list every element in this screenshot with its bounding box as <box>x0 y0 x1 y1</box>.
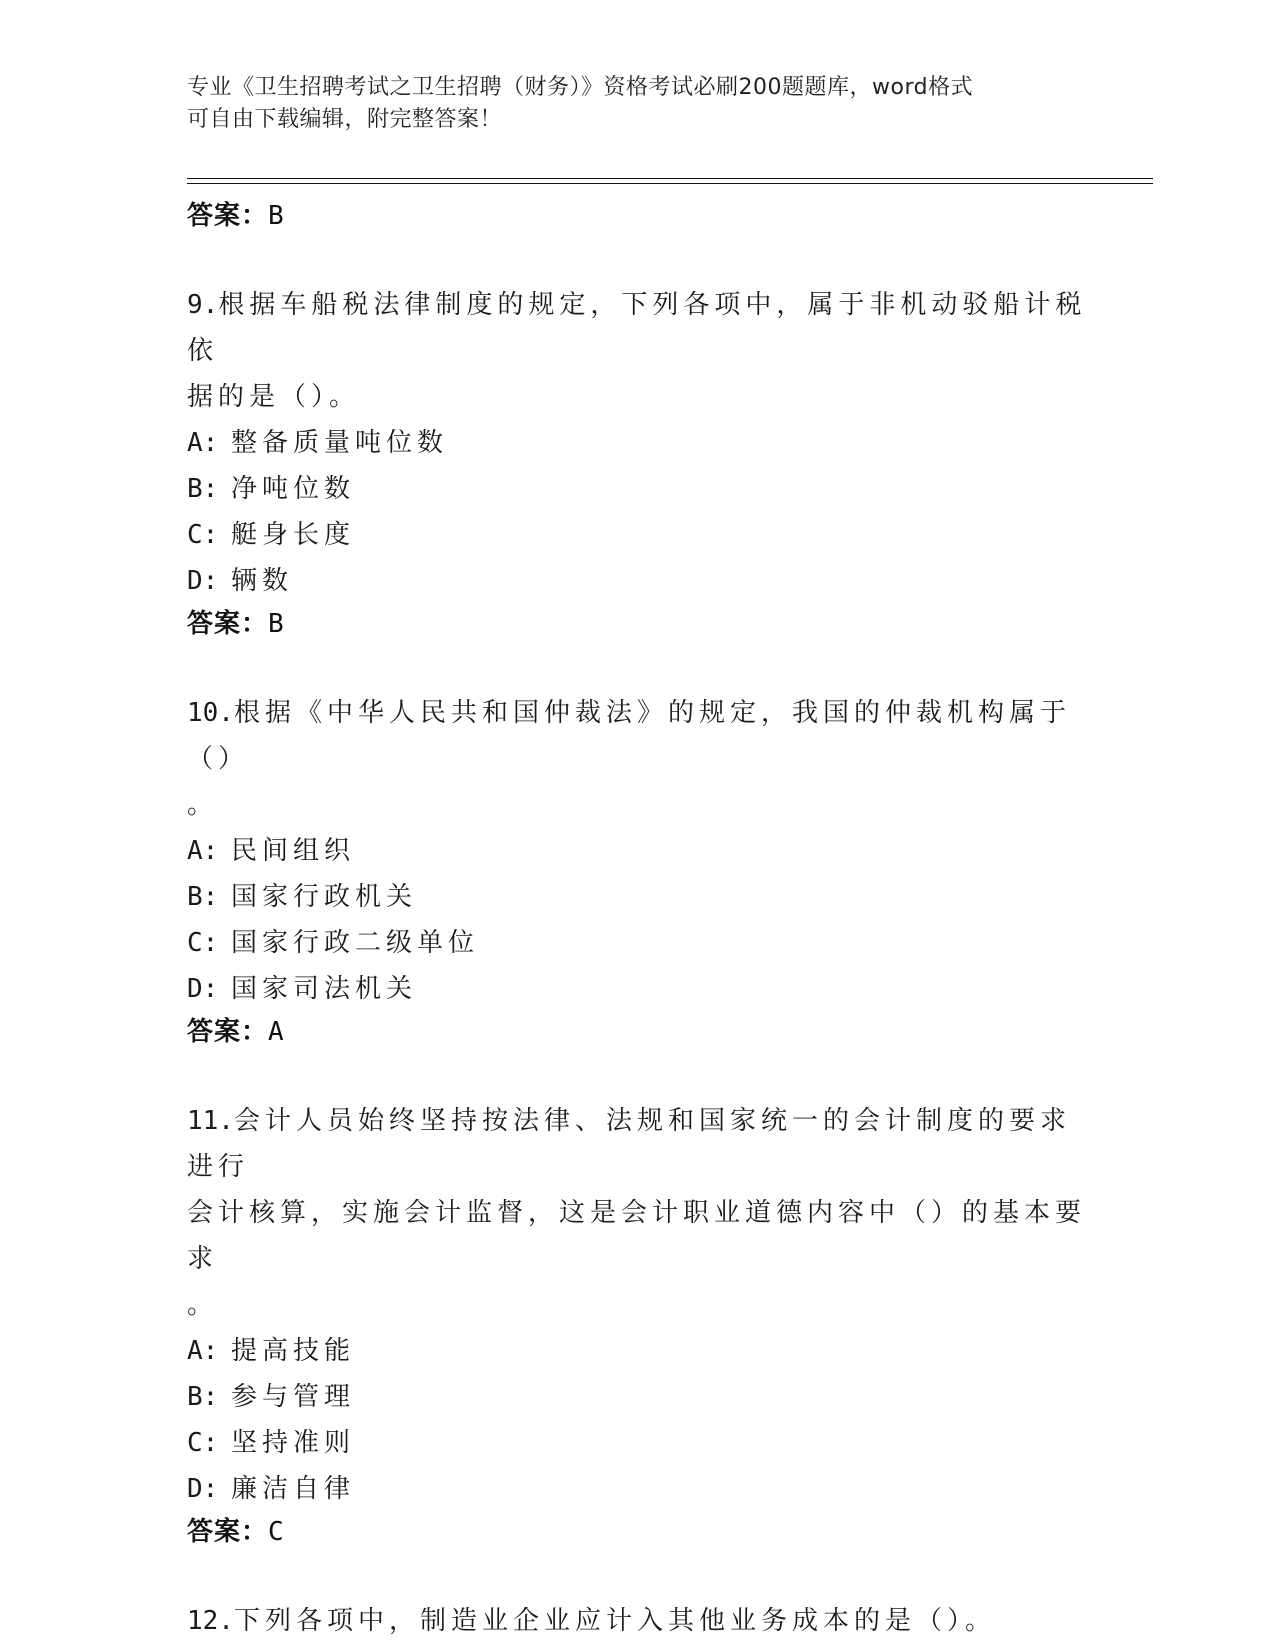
option-letter: C: <box>187 1428 219 1458</box>
answer-line <box>187 604 1087 644</box>
question-line: 下列各项中，制造业企业应计入其他业务成本的是（）。 <box>233 1606 996 1636</box>
answer-value: C <box>268 1517 285 1547</box>
option-text: 参与管理 <box>231 1382 356 1412</box>
option-letter: D: <box>187 974 219 1004</box>
answer-value: B <box>268 201 285 231</box>
option-c <box>187 920 1087 966</box>
question-number: 9. <box>187 290 219 320</box>
option-text: 廉洁自律 <box>231 1474 356 1504</box>
option-letter: A: <box>187 1336 219 1366</box>
option-text: 辆数 <box>231 566 294 596</box>
question-text <box>187 282 1087 374</box>
option-text: 民间组织 <box>231 836 356 866</box>
option-text: 国家司法机关 <box>231 974 418 1004</box>
question-text-continued: 。 <box>187 790 219 820</box>
option-letter: D: <box>187 1474 219 1504</box>
option-text: 提高技能 <box>231 1336 356 1366</box>
option-c <box>187 1420 1087 1466</box>
answer-line <box>187 196 1087 236</box>
option-letter: A: <box>187 836 219 866</box>
answer-line <box>187 1012 1087 1052</box>
header-line-1: 专业《卫生招聘考试之卫生招聘（财务）》资格考试必刷200题题库，word格式 <box>187 75 974 100</box>
option-b <box>187 1374 1087 1420</box>
answer-line <box>187 1512 1087 1552</box>
question-line: 根据车船税法律制度的规定，下列各项中，属于非机动驳船计税依 <box>187 290 1087 366</box>
option-d <box>187 966 1087 1012</box>
question-number: 12. <box>187 1606 234 1636</box>
option-letter: C: <box>187 928 219 958</box>
question-text <box>187 1598 1087 1644</box>
option-d <box>187 558 1087 604</box>
header-line-2: 可自由下载编辑，附完整答案！ <box>187 107 503 132</box>
option-letter: B: <box>187 882 219 912</box>
answer-value: A <box>268 1017 285 1047</box>
answer-label: 答案： <box>187 1517 269 1547</box>
option-text: 净吨位数 <box>231 474 356 504</box>
answer-label: 答案： <box>187 1017 269 1047</box>
option-letter: B: <box>187 1382 219 1412</box>
question-text-continued: 会计核算，实施会计监督，这是会计职业道德内容中（）的基本要求 <box>187 1198 1087 1274</box>
option-letter: B: <box>187 474 219 504</box>
option-letter: D: <box>187 566 219 596</box>
question-12 <box>187 1598 1087 1644</box>
page-header <box>187 72 1067 136</box>
option-letter: A: <box>187 428 219 458</box>
question-9 <box>187 282 1087 644</box>
option-a <box>187 1328 1087 1374</box>
option-text: 国家行政二级单位 <box>231 928 480 958</box>
option-d <box>187 1466 1087 1512</box>
question-text <box>187 1098 1087 1190</box>
option-b <box>187 466 1087 512</box>
question-line: 根据《中华人民共和国仲裁法》的规定，我国的仲裁机构属于（） <box>187 698 1071 774</box>
question-line: 会计人员始终坚持按法律、法规和国家统一的会计制度的要求进行 <box>187 1106 1071 1182</box>
option-a <box>187 828 1087 874</box>
option-text: 艇身长度 <box>231 520 356 550</box>
question-11 <box>187 1098 1087 1552</box>
document-body <box>187 190 1087 1644</box>
question-number: 10. <box>187 698 234 728</box>
answer-label: 答案： <box>187 609 269 639</box>
option-b <box>187 874 1087 920</box>
question-text-continued: 据的是（）。 <box>187 382 361 412</box>
question-10 <box>187 690 1087 1052</box>
question-text <box>187 690 1087 782</box>
option-letter: C: <box>187 520 219 550</box>
option-text: 国家行政机关 <box>231 882 418 912</box>
option-text: 坚持准则 <box>231 1428 356 1458</box>
header-divider <box>187 178 1153 184</box>
option-text: 整备质量吨位数 <box>231 428 449 458</box>
question-number: 11. <box>187 1106 234 1136</box>
question-text-continued: 。 <box>187 1290 219 1320</box>
option-a <box>187 420 1087 466</box>
answer-label: 答案： <box>187 201 269 231</box>
answer-value: B <box>268 609 285 639</box>
option-c <box>187 512 1087 558</box>
